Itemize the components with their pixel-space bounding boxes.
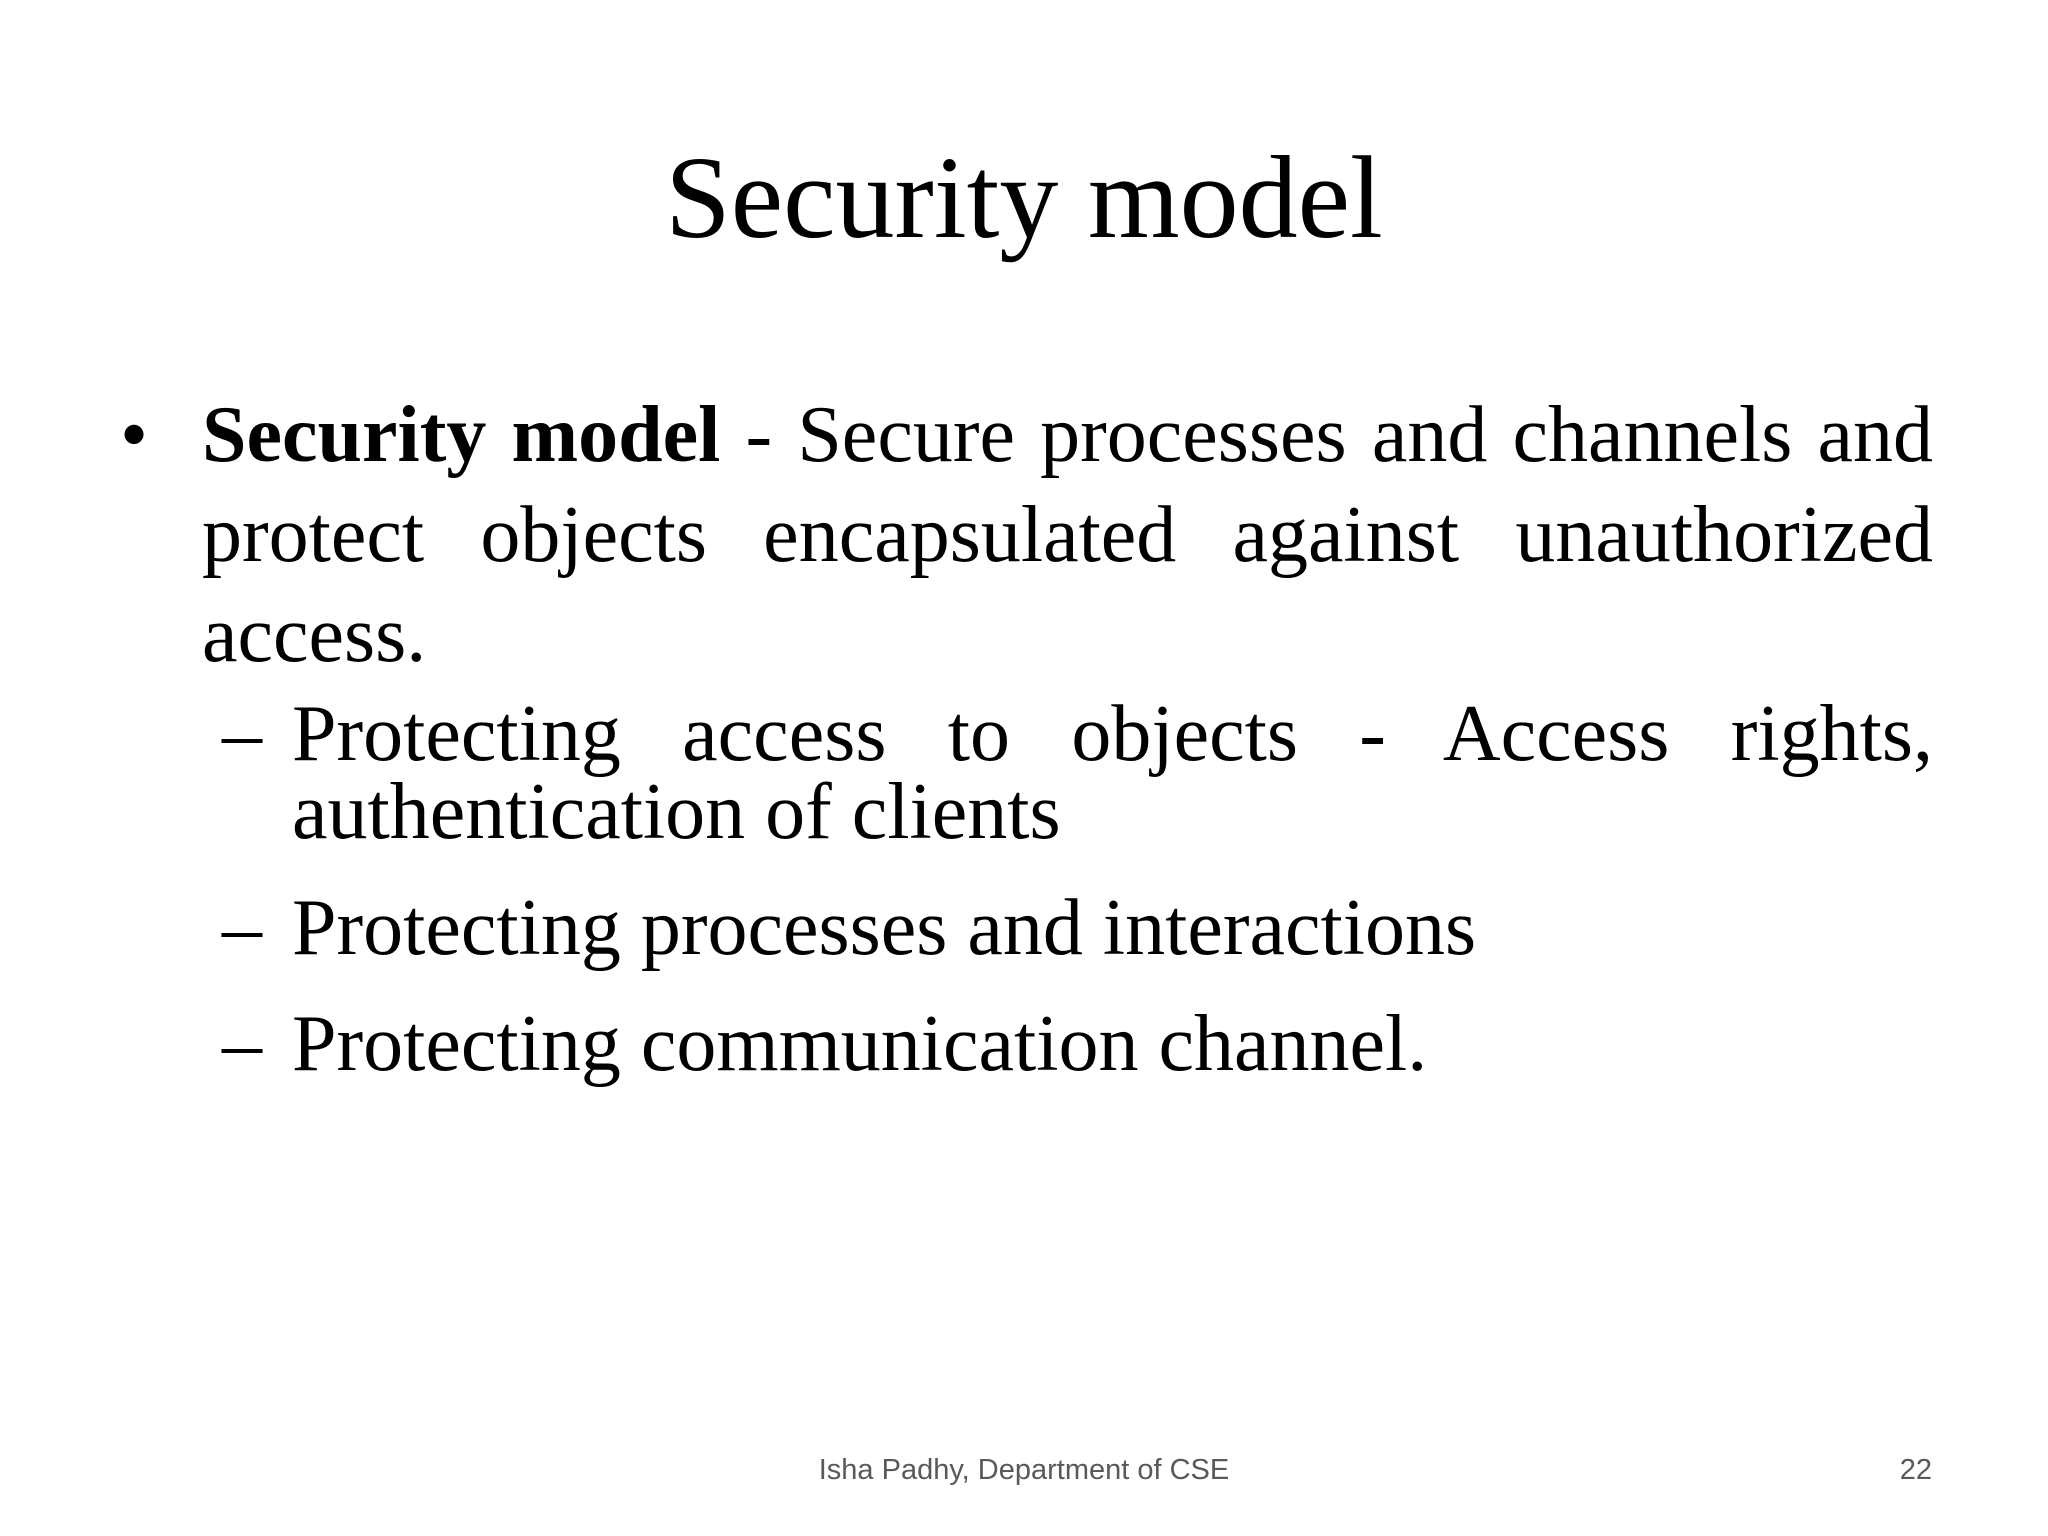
- sub-item-processes: [222, 878, 1933, 978]
- sub-item-marker: –: [222, 690, 262, 778]
- bullet-item: [120, 385, 1933, 685]
- bullet-marker: •: [120, 391, 149, 479]
- bullet-term: Security model: [202, 391, 721, 479]
- bullet-text: Secure processes and channels and protect objects encapsulated against unauthorized access.: [202, 391, 1933, 679]
- sub-item-access: [222, 690, 1933, 856]
- sub-item-channel: [222, 994, 1933, 1094]
- page-number: 22: [1899, 1454, 1932, 1486]
- footer-author: Isha Padhy, Department of CSE: [818, 1454, 1230, 1486]
- sub-item-text: Protecting communication channel.: [292, 1000, 1428, 1088]
- bullet-separator: -: [720, 391, 798, 479]
- sub-item-marker: –: [222, 884, 262, 972]
- sub-item-marker: –: [222, 1000, 262, 1088]
- bullet-body: [202, 385, 1933, 685]
- slide-title: Security model: [665, 132, 1383, 263]
- sub-item-text: Protecting access to objects - Access rights, authentication of clients: [292, 690, 1933, 856]
- sub-item-text: Protecting processes and interactions: [292, 884, 1477, 972]
